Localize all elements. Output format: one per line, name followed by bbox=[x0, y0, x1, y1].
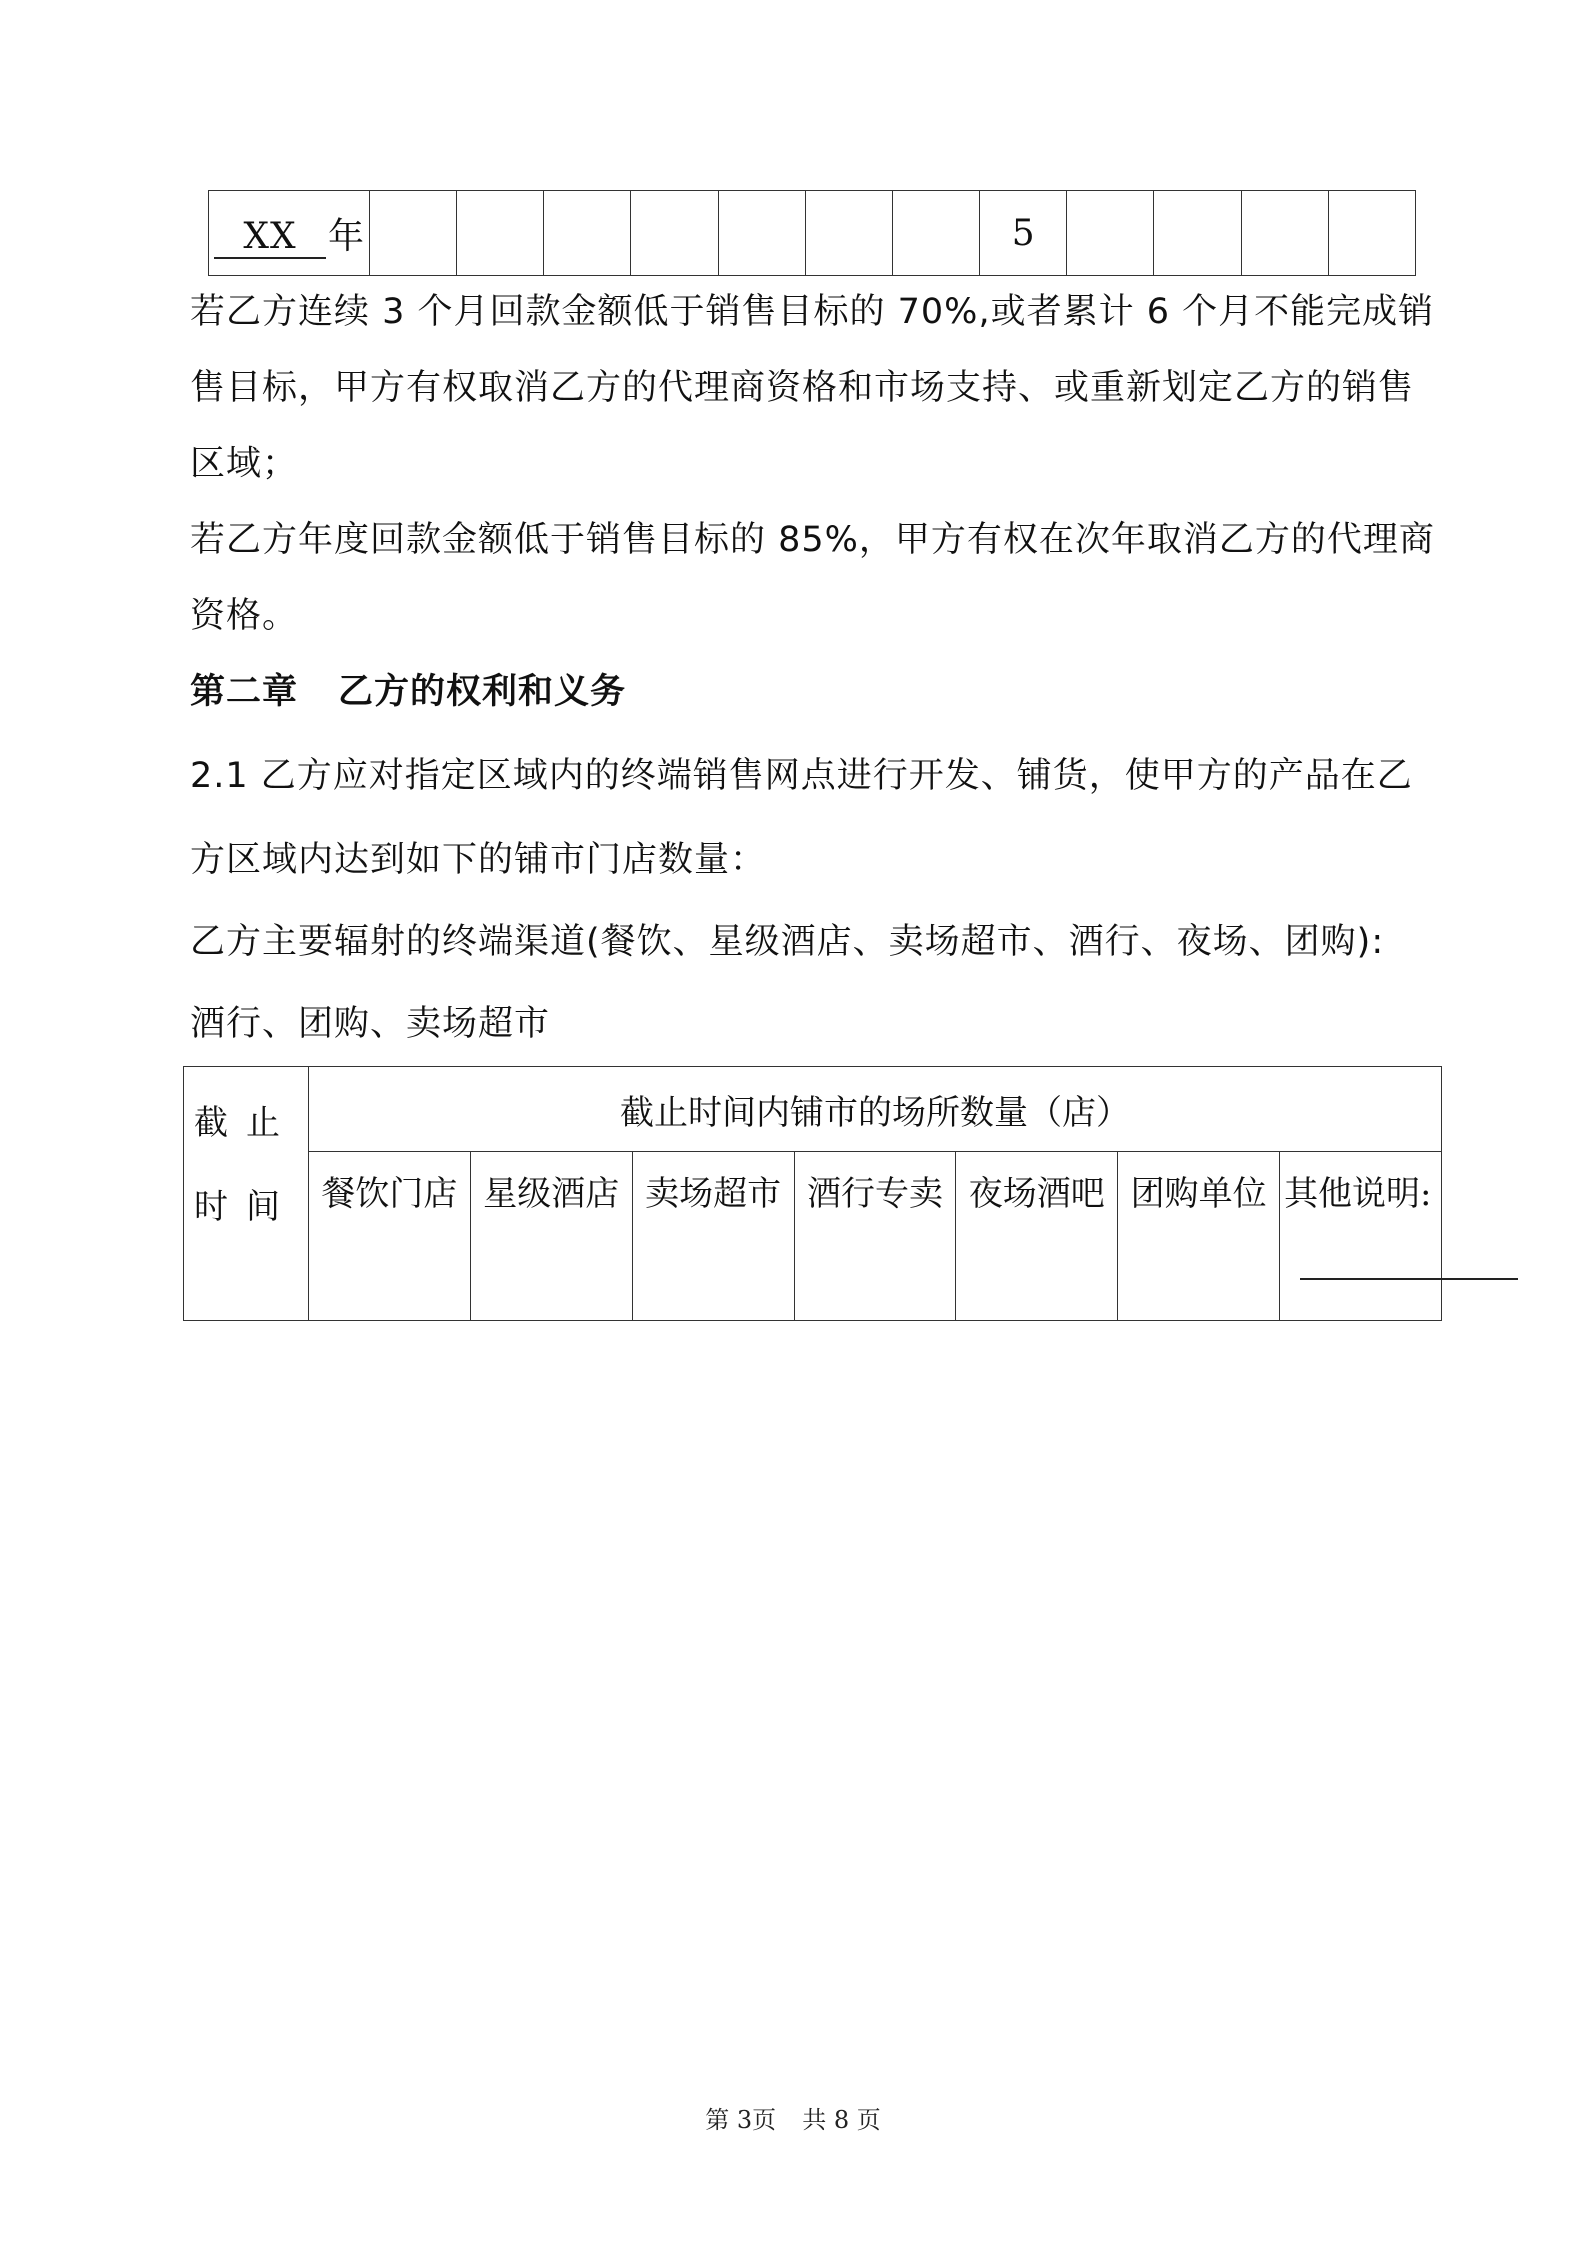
page-number: 第 3页 bbox=[705, 2106, 777, 2134]
year-suffix: 年 bbox=[327, 215, 364, 257]
table-cell-value: 5 bbox=[980, 191, 1067, 276]
chapter-number: 第二章 bbox=[190, 672, 299, 712]
paragraph-channels: 乙方主要辐射的终端渠道(餐饮、星级酒店、卖场超市、酒行、夜场、团购): bbox=[190, 922, 1385, 962]
deadline-time-cell: 截止时间 bbox=[184, 1067, 309, 1321]
table-header-row bbox=[184, 1067, 1442, 1152]
table-cell bbox=[1067, 191, 1154, 276]
year-cell bbox=[209, 191, 370, 276]
store-count-header: 截止时间内铺市的场所数量（店） bbox=[309, 1067, 1442, 1152]
column-group-buying: 团购单位 bbox=[1118, 1152, 1280, 1321]
column-restaurant: 餐饮门店 bbox=[309, 1152, 471, 1321]
year-target-table bbox=[208, 190, 1416, 276]
column-liquor-store: 酒行专卖 bbox=[794, 1152, 956, 1321]
table-cell bbox=[1154, 191, 1241, 276]
chapter-title: 乙方的权利和义务 bbox=[338, 672, 627, 712]
paragraph-termination-monthly: 若乙方连续 3 个月回款金额低于销售目标的 70%,或者累计 6 个月不能完成销售目标，甲方有权取消乙方的代理商资格和市场支持、或重新划定乙方的销售区域； bbox=[190, 292, 1435, 484]
other-notes-blank bbox=[1300, 1236, 1518, 1280]
column-nightclub: 夜场酒吧 bbox=[956, 1152, 1118, 1321]
other-notes-label: 其他说明: bbox=[1284, 1174, 1432, 1214]
chapter-heading bbox=[190, 654, 1440, 730]
paragraph-clause-2-1: 2.1 乙方应对指定区域内的终端销售网点进行开发、铺货，使甲方的产品在乙方区域内达到如下的铺市门店数量： bbox=[190, 756, 1413, 880]
page-footer bbox=[0, 2100, 1586, 2135]
table-cell bbox=[718, 191, 805, 276]
table-cell bbox=[892, 191, 979, 276]
table-cell bbox=[457, 191, 544, 276]
table-cell bbox=[631, 191, 718, 276]
table-cell bbox=[1328, 191, 1415, 276]
table-row bbox=[209, 191, 1416, 276]
table-cell bbox=[370, 191, 457, 276]
paragraph-termination-annual: 若乙方年度回款金额低于销售目标的 85%，甲方有权在次年取消乙方的代理商资格。 bbox=[190, 520, 1435, 636]
table-row bbox=[184, 1152, 1442, 1321]
table-cell bbox=[1241, 191, 1328, 276]
column-supermarket: 卖场超市 bbox=[632, 1152, 794, 1321]
table-cell bbox=[544, 191, 631, 276]
column-star-hotel: 星级酒店 bbox=[470, 1152, 632, 1321]
paragraph-channels-selected: 酒行、团购、卖场超市 bbox=[190, 1004, 551, 1044]
store-count-table bbox=[183, 1066, 1442, 1321]
page-total: 共 8 页 bbox=[802, 2106, 881, 2134]
column-other-notes bbox=[1280, 1152, 1442, 1321]
table-cell bbox=[805, 191, 892, 276]
year-blank: XX bbox=[214, 216, 326, 259]
